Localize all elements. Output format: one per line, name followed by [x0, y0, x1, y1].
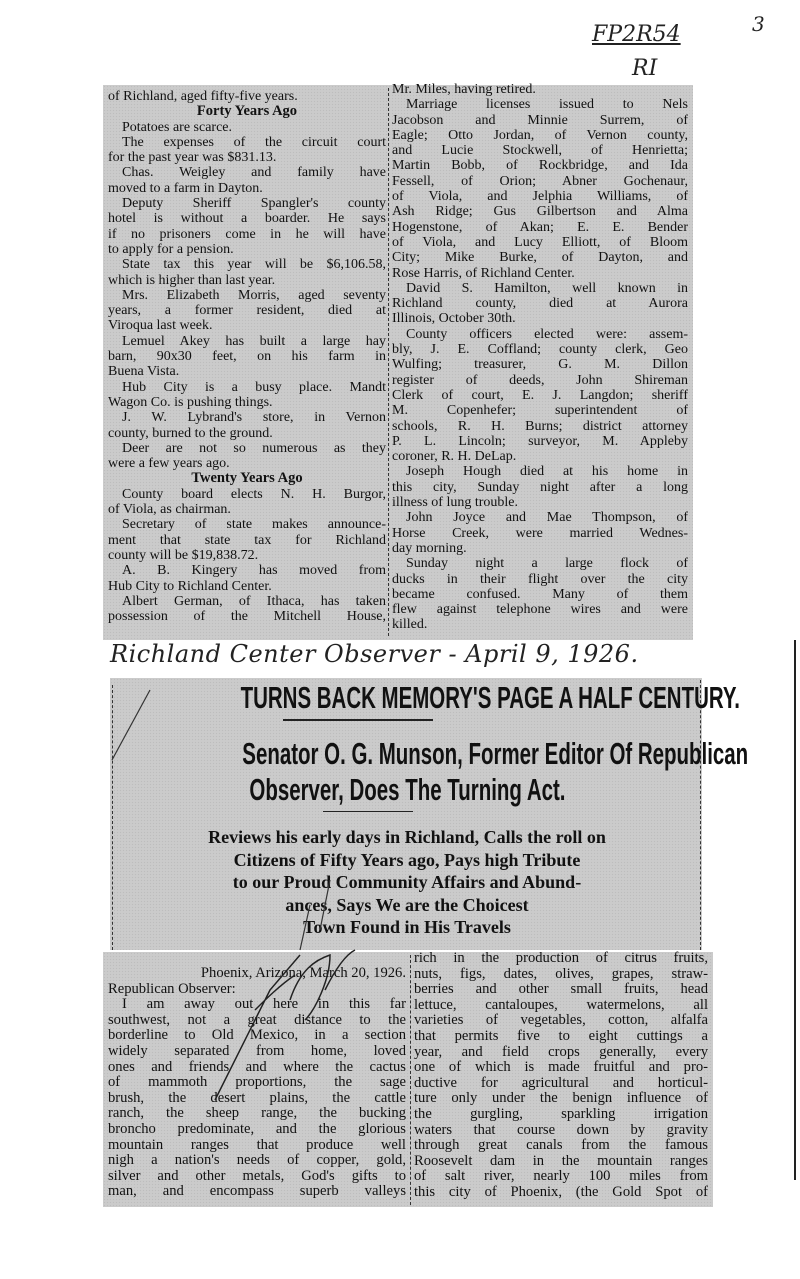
deck-line-1: Senator O. G. Munson, Former Editor Of Republican — [242, 736, 749, 771]
page-number-mark: 3 — [752, 12, 765, 36]
text-line: Mrs. Elizabeth Morris, aged seventy — [122, 287, 386, 303]
text-line: of salt river, nearly 100 miles from — [414, 1168, 708, 1185]
text-line: borderline to Old Mexico, in a section — [108, 1027, 406, 1044]
text-line: City; Mike Burke, of Dayton, and — [392, 250, 688, 266]
article-left-column — [108, 966, 406, 1200]
text-line: The expenses of the circuit court — [122, 134, 386, 150]
body-column-rule — [410, 955, 411, 1205]
text-line: rich in the production of citrus fruits, — [414, 951, 708, 966]
text-line: and Lucie Stockwell, of Henrietta; — [392, 143, 688, 159]
subdeck-line: Town Found in His Travels — [303, 917, 511, 937]
text-line: hotel is without a boarder. He says — [108, 211, 386, 227]
headline-separator — [283, 719, 433, 721]
text-line: Secretary of state makes announce- — [122, 517, 386, 533]
text-line: P. L. Lincoln; surveyor, M. Appleby — [392, 433, 688, 449]
text-line: Republican Observer: — [108, 980, 236, 997]
text-line: widely separated from home, loved — [108, 1042, 406, 1059]
text-line: Deer are not so numerous as they — [122, 440, 386, 456]
text-line: berries and other small fruits, head — [414, 981, 708, 998]
text-line: Chas. Weigley and family have — [122, 165, 386, 181]
text-line: became confused. Many of them — [392, 586, 688, 602]
text-line: barn, 90x30 feet, on his farm in — [108, 349, 386, 365]
text-line: the gurgling, sparkling irrigation — [414, 1105, 708, 1122]
text-line: State tax this year will be $6,106.58, — [122, 257, 386, 273]
handwritten-source-note: Richland Center Observer - April 9, 1926. — [110, 640, 639, 668]
text-line: that permits five to eight cuttings a — [414, 1027, 708, 1044]
text-line: John Joyce and Mae Thompson, of — [406, 510, 688, 526]
text-line: J. W. Lybrand's store, in Vernon — [122, 410, 386, 426]
text-line: M. Copenhefer; superintendent of — [392, 403, 688, 419]
text-line: of Viola, and Jelphia Williams, of — [392, 189, 688, 205]
text-line: flew against telephone wires and were — [392, 602, 688, 618]
text-line: Phoenix, Arizona, March 20, 1926. — [200, 966, 406, 981]
text-line: one of which is made fruitful and pro- — [414, 1059, 708, 1076]
text-line: possession of the Mitchell House, — [108, 609, 386, 625]
text-line: ment that state tax for Richland — [108, 532, 386, 548]
text-line: Mr. Miles, having retired. — [392, 82, 536, 97]
text-line: Ash Ridge; Gus Gilbertson and Alma — [392, 204, 688, 220]
text-line: Hub City is a busy place. Mandt — [122, 379, 386, 395]
text-line: were a few years ago. — [108, 456, 230, 472]
text-line: Eagle; Otto Jordan, of Vernon county, — [392, 127, 688, 143]
subdeck-line: Citizens of Fifty Years ago, Pays high Tribute — [233, 849, 581, 870]
section-heading: Forty Years Ago — [196, 103, 298, 120]
text-line: brush, the desert plains, the cattle — [108, 1089, 406, 1106]
text-line: Albert German, of Ithaca, has taken — [122, 593, 386, 609]
text-line: County board elects N. H. Burgor, — [122, 486, 386, 502]
text-line: Buena Vista. — [108, 364, 180, 380]
text-line: silver and other metals, God's gifts to — [108, 1167, 406, 1184]
text-line: Horse Creek, were married Wednes- — [392, 525, 688, 541]
text-line: Hub City to Richland Center. — [108, 578, 272, 594]
text-line: David S. Hamilton, well known in — [406, 280, 688, 296]
text-line: ranch, the sheep range, the bucking — [108, 1105, 406, 1122]
text-line: bly, J. E. Coffland; county clerk, Geo — [392, 342, 688, 358]
text-line: Fessell, of Orion; Abner Gochenaur, — [392, 173, 688, 189]
top-right-column — [392, 82, 688, 633]
deck-line-2: Observer, Does The Turning Act. — [248, 772, 566, 807]
subdeck — [112, 826, 702, 939]
text-line: through great canals from the famous — [414, 1137, 708, 1154]
text-line: man, and encompass superb valleys — [108, 1183, 406, 1200]
text-line: schools, R. H. Burns; district attorney — [392, 418, 688, 434]
text-line: southwest, not a great distance to the — [108, 1011, 406, 1028]
text-line: Roosevelt dam in the mountain ranges — [414, 1152, 708, 1169]
text-line: ducks in their flight over the city — [392, 571, 688, 587]
subdeck-line: Reviews his early days in Richland, Calls the roll on — [208, 827, 606, 847]
text-line: I am away out here in this far — [122, 996, 406, 1013]
archive-code-mark: FP2R54 — [592, 22, 681, 47]
text-line: moved to a farm in Dayton. — [108, 180, 263, 196]
text-line: Richland county, died at Aurora — [392, 296, 688, 312]
text-line: of Viola, as chairman. — [108, 502, 231, 518]
text-line: Lemuel Akey has built a large hay — [122, 333, 386, 349]
text-line: Rose Harris, of Richland Center. — [392, 265, 575, 281]
text-line: Illinois, October 30th. — [392, 311, 516, 327]
text-line: illness of lung trouble. — [392, 495, 518, 511]
text-line: Deputy Sheriff Spangler's county — [122, 196, 386, 212]
text-line: Martin Bobb, of Rockbridge, and Ida — [392, 158, 688, 174]
text-line: Clerk of court, E. J. Langdon; sheriff — [392, 387, 688, 403]
text-line: of mammoth proportions, the sage — [108, 1074, 406, 1091]
text-line: mountain ranges that produce well — [108, 1136, 406, 1153]
text-line: County officers elected were: assem- — [406, 326, 688, 342]
text-line: Joseph Hough died at his home in — [406, 464, 688, 480]
text-line: ductive for agricultural and horticul- — [414, 1074, 708, 1091]
subdeck-line: to our Proud Community Affairs and Abund- — [232, 872, 582, 892]
text-line: coroner, R. H. DeLap. — [392, 449, 517, 465]
text-line: Jacobson and Minnie Surrem, of — [392, 112, 688, 128]
text-line: county, burned to the ground. — [108, 425, 273, 441]
column-rule — [388, 88, 389, 636]
subdeck-line: ances, Says We are the Choicest — [285, 894, 529, 915]
text-line: Viroqua last week. — [108, 318, 213, 334]
text-line: of Richland, aged fifty-five years. — [108, 89, 298, 104]
archive-sub-mark: RI — [632, 56, 658, 81]
text-line: lettuce, cantaloupes, watermelons, all — [414, 996, 708, 1013]
text-line: this city, Sunday night after a long — [392, 479, 688, 495]
text-line: Marriage licenses issued to Nels — [406, 97, 688, 113]
text-line: nigh a nation's needs of copper, gold, — [108, 1152, 406, 1169]
text-line: Potatoes are scarce. — [122, 119, 232, 135]
text-line: register of deeds, John Shireman — [392, 372, 688, 388]
text-line: county will be $19,838.72. — [108, 547, 259, 563]
text-line: Hogenstone, of Akan; E. E. Bender — [392, 219, 688, 235]
text-line: broncho predominate, and the glorious — [108, 1120, 406, 1137]
text-line: ones and friends and where the cactus — [108, 1058, 406, 1075]
section-heading: Twenty Years Ago — [191, 470, 303, 487]
text-line: year, and field crops generally, every — [414, 1043, 708, 1060]
text-line: A. B. Kingery has moved from — [122, 563, 386, 579]
text-line: Sunday night a large flock of — [406, 556, 688, 572]
deck-separator — [323, 811, 413, 812]
text-line: varieties of vegetables, cotton, alfalfa — [414, 1012, 708, 1029]
text-line: Wagon Co. is pushing things. — [108, 394, 273, 410]
text-line: if no prisoners come in he will have — [108, 226, 386, 242]
text-line: Wulfing; treasurer, G. M. Dillon — [392, 357, 688, 373]
text-line: ture only under the benign influence of — [414, 1090, 708, 1107]
text-line: years, a former resident, died at — [108, 303, 386, 319]
text-line: waters that course down by gravity — [414, 1121, 708, 1138]
text-line: day morning. — [392, 540, 467, 556]
text-line: which is higher than last year. — [108, 272, 276, 288]
text-line: nuts, figs, dates, olives, grapes, straw- — [414, 965, 708, 982]
text-line: killed. — [392, 617, 428, 633]
article-right-column — [414, 951, 708, 1201]
headline: TURNS BACK MEMORY'S PAGE A HALF CENTURY. — [240, 680, 740, 715]
text-line: of Viola, and Lucy Elliott, of Bloom — [392, 234, 688, 250]
text-line: for the past year was $831.13. — [108, 150, 277, 166]
text-line: to apply for a pension. — [108, 241, 234, 257]
top-left-column — [108, 89, 386, 624]
text-line: this city of Phoenix, (the Gold Spot of — [414, 1183, 708, 1200]
